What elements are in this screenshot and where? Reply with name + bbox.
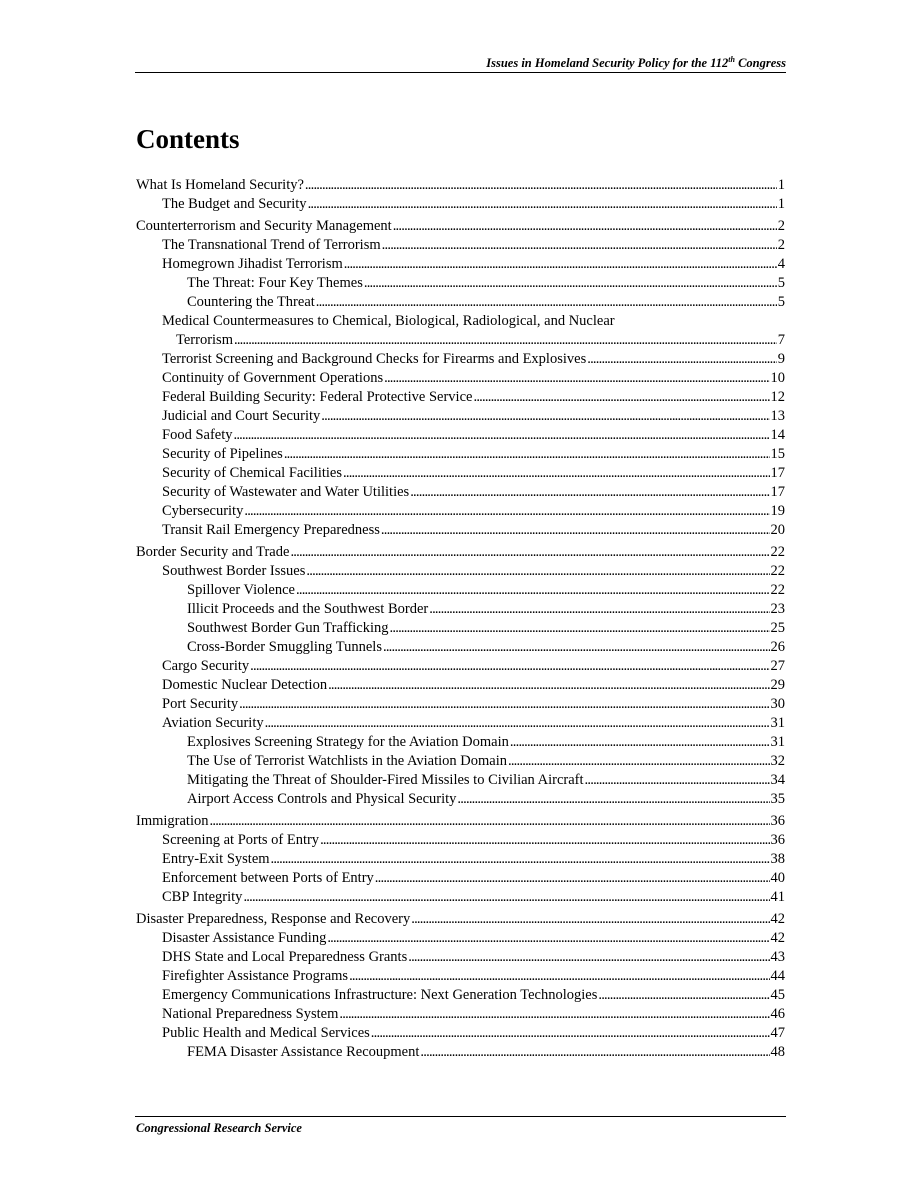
dot-leader xyxy=(343,464,770,483)
toc-entry[interactable] xyxy=(136,831,785,850)
toc-entry[interactable] xyxy=(136,483,785,502)
toc-entry-title: The Threat: Four Key Themes xyxy=(187,275,363,291)
toc-entry-page: 22 xyxy=(770,544,785,560)
dot-leader xyxy=(420,1043,769,1062)
dot-leader xyxy=(320,831,769,850)
toc-entry-page: 7 xyxy=(777,332,785,348)
toc-entry-title: Terrorist Screening and Background Checks for Firearms and Explosives xyxy=(162,351,587,367)
toc-entry-page: 1 xyxy=(777,196,785,212)
toc-entry-page: 41 xyxy=(770,889,785,905)
toc-entry-page: 36 xyxy=(770,813,785,829)
toc-entry-title: The Use of Terrorist Watchlists in the Aviation Domain xyxy=(187,753,507,769)
dot-leader xyxy=(233,426,769,445)
toc-entry-page: 19 xyxy=(770,503,785,519)
dot-leader xyxy=(328,676,769,695)
toc-entry[interactable] xyxy=(136,195,785,214)
toc-entry-title: CBP Integrity xyxy=(162,889,243,905)
toc-entry-page: 22 xyxy=(770,563,785,579)
toc-entry-page: 43 xyxy=(770,949,785,965)
toc-entry[interactable] xyxy=(136,388,785,407)
toc-entry[interactable] xyxy=(136,948,785,967)
running-header-title: Issues in Homeland Security Policy for the 112 xyxy=(486,56,729,70)
toc-entry[interactable] xyxy=(136,176,785,195)
dot-leader xyxy=(239,695,769,714)
toc-entry[interactable] xyxy=(136,638,785,657)
dot-leader xyxy=(349,967,769,986)
dot-leader xyxy=(510,733,770,752)
toc-entry-page: 23 xyxy=(770,601,785,617)
toc-entry-title: Disaster Preparedness, Response and Recovery xyxy=(136,911,411,927)
toc-entry-page: 14 xyxy=(770,427,785,443)
toc-entry-page: 17 xyxy=(770,484,785,500)
toc-entry-title: Public Health and Medical Services xyxy=(162,1025,370,1041)
toc-entry-title: Emergency Communications Infrastructure: Next Generation Technologies xyxy=(162,987,598,1003)
toc-entry-title: Counterterrorism and Security Management xyxy=(136,218,392,234)
toc-entry-page: 13 xyxy=(770,408,785,424)
dot-leader xyxy=(308,195,777,214)
toc-entry-page: 30 xyxy=(770,696,785,712)
dot-leader xyxy=(306,562,769,581)
toc-entry-title: Border Security and Trade xyxy=(136,544,290,560)
toc-entry[interactable] xyxy=(136,293,785,312)
toc-entry[interactable] xyxy=(136,274,785,293)
toc-entry-page: 42 xyxy=(770,930,785,946)
toc-entry-title: FEMA Disaster Assistance Recoupment xyxy=(187,1044,420,1060)
toc-entry[interactable] xyxy=(136,986,785,1005)
toc-entry-page: 12 xyxy=(770,389,785,405)
toc-entry-page: 31 xyxy=(770,715,785,731)
running-footer: Congressional Research Service xyxy=(136,1121,302,1135)
toc-entry-title: Explosives Screening Strategy for the Aviation Domain xyxy=(187,734,509,750)
toc-entry-page: 20 xyxy=(770,522,785,538)
dot-leader xyxy=(598,986,769,1005)
toc-entry[interactable] xyxy=(136,217,785,236)
toc-entry-title: The Budget and Security xyxy=(162,196,307,212)
dot-leader xyxy=(585,771,770,790)
toc-entry-page: 2 xyxy=(777,237,785,253)
dot-leader xyxy=(243,888,769,907)
toc-entry[interactable] xyxy=(136,445,785,464)
toc-entry-title: Southwest Border Gun Trafficking xyxy=(187,620,389,636)
dot-leader xyxy=(390,619,770,638)
toc-entry-page: 31 xyxy=(770,734,785,750)
toc-entry-title: Screening at Ports of Entry xyxy=(162,832,320,848)
dot-leader xyxy=(305,176,777,195)
toc-entry-title: Security of Pipelines xyxy=(162,446,283,462)
toc-entry[interactable] xyxy=(136,255,785,274)
dot-leader xyxy=(429,600,769,619)
dot-leader xyxy=(327,929,769,948)
dot-leader xyxy=(265,714,770,733)
toc-entry-title: Port Security xyxy=(162,696,239,712)
dot-leader xyxy=(339,1005,769,1024)
footer-rule xyxy=(135,1116,786,1117)
table-of-contents xyxy=(136,176,785,1062)
toc-entry-page: 10 xyxy=(770,370,785,386)
dot-leader xyxy=(316,293,777,312)
toc-entry-title: Disaster Assistance Funding xyxy=(162,930,327,946)
toc-entry-page: 26 xyxy=(770,639,785,655)
dot-leader xyxy=(296,581,770,600)
dot-leader xyxy=(321,407,769,426)
header-rule xyxy=(135,72,786,73)
toc-entry-page: 40 xyxy=(770,870,785,886)
dot-leader xyxy=(411,910,769,929)
toc-entry-page: 5 xyxy=(777,294,785,310)
toc-entry[interactable] xyxy=(136,869,785,888)
toc-entry-title-continued: Terrorism xyxy=(176,332,233,348)
toc-entry[interactable] xyxy=(136,910,785,929)
dot-leader xyxy=(284,445,770,464)
dot-leader xyxy=(457,790,769,809)
toc-entry[interactable] xyxy=(136,695,785,714)
toc-entry[interactable] xyxy=(136,562,785,581)
dot-leader xyxy=(508,752,770,771)
toc-entry-title: DHS State and Local Preparedness Grants xyxy=(162,949,408,965)
toc-entry-title: Countering the Threat xyxy=(187,294,315,310)
dot-leader xyxy=(344,255,777,274)
toc-entry[interactable] xyxy=(136,771,785,790)
toc-entry[interactable] xyxy=(136,236,785,255)
toc-entry-page: 27 xyxy=(770,658,785,674)
toc-entry[interactable] xyxy=(136,1024,785,1043)
toc-entry[interactable] xyxy=(136,752,785,771)
toc-entry-page: 45 xyxy=(770,987,785,1003)
dot-leader xyxy=(364,274,777,293)
toc-entry-page: 9 xyxy=(777,351,785,367)
dot-leader xyxy=(384,369,769,388)
toc-entry-page: 46 xyxy=(770,1006,785,1022)
toc-entry-page: 36 xyxy=(770,832,785,848)
toc-entry-title: Security of Chemical Facilities xyxy=(162,465,342,481)
dot-leader xyxy=(271,850,770,869)
dot-leader xyxy=(210,812,770,831)
toc-entry-title: Airport Access Controls and Physical Security xyxy=(187,791,457,807)
toc-entry[interactable] xyxy=(136,426,785,445)
toc-entry[interactable] xyxy=(136,676,785,695)
dot-leader xyxy=(290,543,769,562)
toc-entry-page: 1 xyxy=(777,177,785,193)
toc-entry[interactable] xyxy=(136,812,785,831)
dot-leader xyxy=(408,948,769,967)
toc-entry[interactable] xyxy=(136,714,785,733)
toc-entry-title: Continuity of Government Operations xyxy=(162,370,384,386)
toc-entry[interactable] xyxy=(136,543,785,562)
toc-entry-title: Immigration xyxy=(136,813,209,829)
dot-leader xyxy=(234,331,777,350)
toc-entry-page: 15 xyxy=(770,446,785,462)
toc-entry-title: Food Safety xyxy=(162,427,233,443)
toc-entry-title: Spillover Violence xyxy=(187,582,295,598)
toc-entry-title: What Is Homeland Security? xyxy=(136,177,304,193)
toc-entry[interactable] xyxy=(136,657,785,676)
toc-entry[interactable] xyxy=(136,581,785,600)
toc-entry[interactable] xyxy=(136,369,785,388)
dot-leader xyxy=(250,657,769,676)
toc-entry[interactable] xyxy=(136,929,785,948)
toc-entry-title: Firefighter Assistance Programs xyxy=(162,968,349,984)
dot-leader xyxy=(393,217,777,236)
toc-entry[interactable] xyxy=(136,521,785,540)
toc-entry[interactable] xyxy=(136,888,785,907)
toc-entry[interactable] xyxy=(136,733,785,752)
toc-entry-page: 42 xyxy=(770,911,785,927)
running-header xyxy=(135,56,786,71)
dot-leader xyxy=(244,502,769,521)
toc-entry-title: Transit Rail Emergency Preparedness xyxy=(162,522,380,538)
dot-leader xyxy=(587,350,777,369)
toc-entry[interactable] xyxy=(136,619,785,638)
running-header-superscript: th xyxy=(728,54,735,64)
toc-entry-title: Federal Building Security: Federal Protective Service xyxy=(162,389,473,405)
toc-entry-page: 22 xyxy=(770,582,785,598)
toc-entry-title: Entry-Exit System xyxy=(162,851,270,867)
toc-entry-title: Judicial and Court Security xyxy=(162,408,321,424)
toc-entry-title: National Preparedness System xyxy=(162,1006,339,1022)
toc-entry-title: Southwest Border Issues xyxy=(162,563,306,579)
toc-entry-title: Homegrown Jihadist Terrorism xyxy=(162,256,343,272)
dot-leader xyxy=(381,521,770,540)
toc-entry-page: 17 xyxy=(770,465,785,481)
toc-entry-page: 2 xyxy=(777,218,785,234)
toc-entry-title: Security of Wastewater and Water Utilities xyxy=(162,484,410,500)
toc-entry-page: 35 xyxy=(770,791,785,807)
toc-entry-title: Cybersecurity xyxy=(162,503,244,519)
toc-entry-page: 34 xyxy=(770,772,785,788)
toc-entry-page: 38 xyxy=(770,851,785,867)
running-header-tail: Congress xyxy=(734,56,786,70)
toc-entry[interactable] xyxy=(136,350,785,369)
dot-leader xyxy=(382,236,777,255)
toc-entry-title: Mitigating the Threat of Shoulder-Fired Missiles to Civilian Aircraft xyxy=(187,772,584,788)
toc-entry-page: 32 xyxy=(770,753,785,769)
toc-entry-title: Illicit Proceeds and the Southwest Border xyxy=(187,601,429,617)
toc-entry-title: Medical Countermeasures to Chemical, Biological, Radiological, and Nuclear xyxy=(162,313,615,329)
dot-leader xyxy=(375,869,770,888)
toc-entry-page: 25 xyxy=(770,620,785,636)
toc-entry[interactable] xyxy=(136,464,785,483)
dot-leader xyxy=(473,388,769,407)
dot-leader xyxy=(383,638,770,657)
dot-leader xyxy=(410,483,769,502)
toc-entry[interactable] xyxy=(136,407,785,426)
toc-entry[interactable] xyxy=(136,1005,785,1024)
toc-entry[interactable] xyxy=(136,502,785,521)
toc-entry-page: 5 xyxy=(777,275,785,291)
dot-leader xyxy=(371,1024,770,1043)
toc-entry[interactable] xyxy=(136,850,785,869)
toc-entry-title: Cross-Border Smuggling Tunnels xyxy=(187,639,382,655)
toc-entry[interactable] xyxy=(136,1043,785,1062)
page-title: Contents xyxy=(136,124,240,154)
toc-entry-title: Enforcement between Ports of Entry xyxy=(162,870,374,886)
toc-entry-title: Aviation Security xyxy=(162,715,264,731)
toc-entry[interactable] xyxy=(136,967,785,986)
toc-entry[interactable] xyxy=(136,312,785,350)
toc-entry-title: The Transnational Trend of Terrorism xyxy=(162,237,381,253)
toc-entry[interactable] xyxy=(136,600,785,619)
toc-entry-page: 47 xyxy=(770,1025,785,1041)
toc-entry[interactable] xyxy=(136,790,785,809)
toc-entry-page: 44 xyxy=(770,968,785,984)
toc-entry-title: Cargo Security xyxy=(162,658,250,674)
toc-entry-title: Domestic Nuclear Detection xyxy=(162,677,328,693)
toc-entry-page: 48 xyxy=(770,1044,785,1060)
toc-entry-page: 4 xyxy=(777,256,785,272)
toc-entry-page: 29 xyxy=(770,677,785,693)
